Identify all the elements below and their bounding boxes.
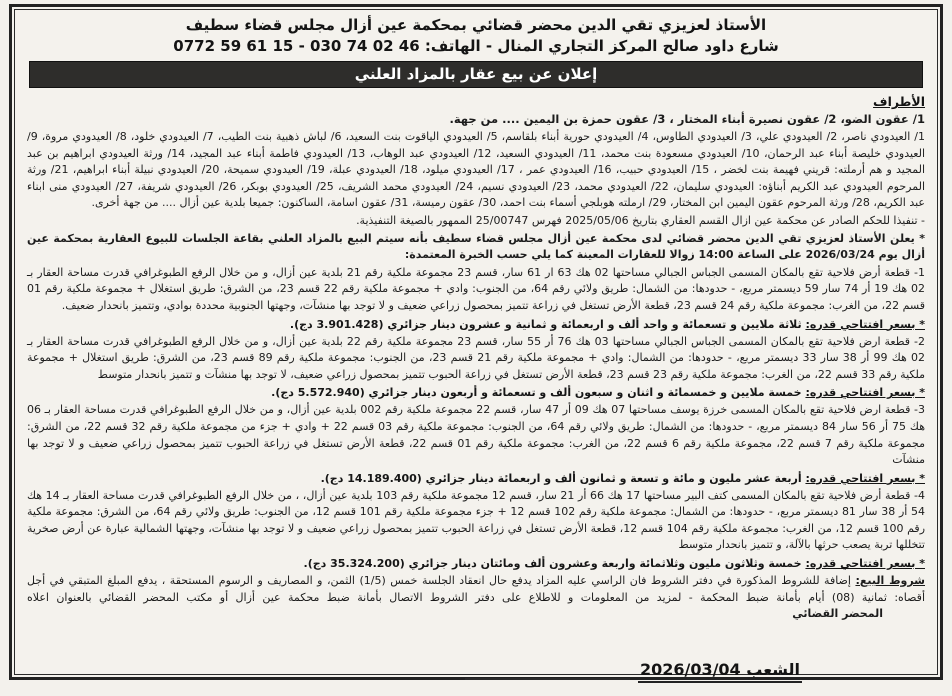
sale-terms-text: إضافة للشروط المذكورة في دفتر الشروط فان الراسي عليه المزاد يدفع حال انعقاد الجلسة خمس (1/5) الثمن، و المصاريف و الرسوم المستحقة ، يدفع المبلغ المتبقي في أجل أقصاه: ثمانية (08) أيام بأمانة ضبط المحكمة - لمزيد من المعلومات و للاطلاع على دفتر الشروط الاتصال بأمانة ضبط محكمة عين أزال أو مكتب المحضر القضائي بالعنوان اعلاه	[27, 574, 925, 604]
stamp-rule-line	[465, 678, 630, 680]
first-party-list: 1/ عقون الضو، 2/ عقون نصيرة أبناء المختار ، 3/ عقون حمزة بن اليمين .... من جهة.	[449, 112, 925, 126]
opening-price-value: خمسة وثلاثون مليون وثلاثمائة واربعة وعشرون ألف ومائتان دينار جزائري (35.324.200 دج).	[303, 557, 802, 571]
bailiff-signature: المحضر القضائي	[792, 607, 883, 621]
ad-content-area	[14, 9, 938, 675]
ad-border-frame	[9, 4, 943, 680]
opening-price-label: * بسعر افتتاحي قدره:	[805, 557, 925, 571]
newspaper-date-stamp	[465, 660, 802, 683]
sale-announcement: * يعلن الأستاذ لعزيزي تقي الدين محضر قضائي لدى محكمة عين أزال مجلس قضاء سطيف بأنه سيتم البيع بالمزاد العلني بقاعة الجلسات للبيوع العقارية بمحكمة عين أزال يوم 2026/03/24 على الساعة 14:00 زوالا للعقارات المعينة كما يلي حسب الخبرة المعتمدة:	[27, 231, 925, 262]
sale-terms-label: شروط البيع:	[855, 574, 925, 588]
opening-price-line	[27, 470, 925, 487]
opening-price-line	[27, 384, 925, 401]
auction-banner-title: إعلان عن بيع عقار بالمزاد العلني	[29, 61, 923, 88]
property-description: 3- قطعة ارض فلاحية تقع بالمكان المسمى خرزة يوسف مساحتها 07 هك 09 أر 47 سار، قسم 22 مجموعة ملكية رقم 002 بلدية عين أزال، و من خلال الرفع الطبوغرافي قدرت مساحة العقار بـ 06 هك 75 أر 56 سار 84 ديسمتر مربع، - حدودها: من الشمال: طريق ولائي رقم 64، من الجنوب: مجموعة ملكية رقم 03 قسم 22 + وادي + جزء من مجموعة ملكية رقم 32 قسم 22، من الشرق: مجموعة ملكية رقم 7 قسم 22، مجموعة ملكية رقم 6 قسم 22، من الغرب: مجموعة ملكية رقم 01 قسم 22، قطعة الأرض تستغل في زراعة الحبوب تتميز بمحصول زراعي ضعيف و لا توجد بها منشآت	[27, 403, 925, 467]
address-phone-line: شارع داود صالح المركز التجاري المنال - الهاتف: 46 02 74 030 - 15 61 59 0772	[173, 37, 779, 55]
property-lot-3	[27, 402, 925, 486]
bailiff-title-line: الأستاذ لعزيزي تقي الدين محضر قضائي بمحكمة عين أزال مجلس قضاء سطيف	[185, 16, 767, 34]
property-description: 2- قطعة ارض فلاحية تقع بالمكان المسمى الجباس الجبالي مساحتها 03 هك 76 أر 55 سار، قسم 23 مجموعة ملكية رقم 22 بلدية عين أزال، و من خلال الرفع الطبوغرافي قدرت مساحة العقار بـ 02 هك 99 أر 38 سار 33 ديسمتر مربع، - حدودها: من الشمال: وادي + مجموعة ملكية رقم 21 قسم 23، من الجنوب: مجموعة ملكية رقم 89 قسم 23، من الشرق: طريق استغلال + مجموعة ملكية رقم 33 قسم 22، من الغرب: مجموعة ملكية رقم 23 قسم 23، قطعة الأرض تستغل في زراعة الحبوب تتميز بمحصول زراعي ضعيف، لا توجد بها منشآت و تتميز بانحدار متوسط	[27, 334, 926, 381]
second-party-list: 1/ العيدودي ناصر، 2/ العيدودي علي، 3/ العيدودي الطاوس، 4/ العيدودي حورية أبناء بلقاسم، 5/ العيدودي الياقوت بنت السعيد، 6/ لباش ذهبية بنت الطيب، 7/ العيدودي خلود، 8/ العيدودي مروة، 9/ العيدودي خليصة أبناء عبد الرحمان، 10/ العيدودي مسعودة بنت محمد، 11/ العيدودي السعيد، 12/ العيدودي عبد الوهاب، 13/ العيدودي فاطمة أبناء عبد المجيد، 14/ ورثة العيدودي ابراهيم بن عبد المجيد و هم أرملته: قريني فهيمة بنت لخضر ، 15/ العيدودي حبيب، 16/ العيدودي عمر ، 17/ العيدودي ميلود، 18/ العيدودي عبلة، 19/ العيدودي سميحة، 20/ العيدودي نبيلة أبناء ابراهيم، 21/ ورثة المرحوم العيدودي عبد الكريم أبناؤه: العيدودي سليمان، 22/ العيدودي محمد، 23/ العيدودي نسيم، 24/ العيدودي محمد الشريف، 25/ العيدودي بوبكر، 26/ العيدودي شريفة، 27/ العيدودي منى ابناء عبد الكريم، 28/ ورثة المرحوم عقون اليمين ابن المختار، 29/ ارملته هوبلجي أسماء بنت احمد، 30/ عقون رميسة، 31/ عقون اسامة، الساكنون: جميعا بلدية عين أزال .... من جهة أخرى.	[27, 130, 926, 210]
property-lot-2	[27, 334, 925, 402]
opening-price-line	[27, 316, 925, 333]
property-lot-1	[27, 265, 925, 333]
newspaper-date-text: الشعب 2026/03/04	[638, 660, 802, 683]
opening-price-line	[27, 555, 925, 572]
sale-terms-paragraph	[27, 573, 925, 623]
opening-price-label: * بسعر افتتاحي قدره:	[805, 317, 925, 331]
property-lot-4	[27, 488, 925, 572]
opening-price-label: * بسعر افتتاحي قدره:	[805, 386, 925, 400]
opening-price-value: أربعة عشر مليون و مائة و تسعة و ثمانون ألف و اربعمائة دينار جزائري (14.189.400 دج).	[320, 471, 802, 485]
property-description: 4- قطعة أرض فلاحية تقع بالمكان المسمى كتف البير مساحتها 17 هك 66 أر 21 سار، قسم 12 مجموعة ملكية رقم 103 بلدية عين أزال، ، من خلال الرفع الطبوغرافي قدرت مساحة العقار بـ 14 هك 54 أر 38 سار 81 ديسمتر مربع، - حدودها: من الشمال: مجموعة ملكية رقم 102 قسم 12 + جزء مجموعة ملكية رقم 101 قسم 12، من الجنوب: طريق ولائي رقم 64، من الشرق: مجموعة ملكية رقم 100 قسم 12، من الغرب: مجموعة ملكية رقم 104 قسم 12، قطعة الأرض تستغل في زراعة الحبوب تتميز بمحصول زراعي ضعيف و لا توجد بها منشآت، وجهتها الشمالية عبارة عن أرض صخرية تتخللها تربة يصعب حرثها بالآلة، و تتميز بانحدار متوسط	[27, 488, 926, 552]
opening-price-value: خمسة ملايين و خمسمائة و اثنان و سبعون ألف و تسعمائة و أربعون دينار جزائري (5.572.940 دج).	[271, 386, 802, 400]
opening-price-value: ثلاثة ملايين و تسعمائة و واحد ألف و اربعمائة و ثمانية و عشرون دينار جزائري (3.901.428 دج).	[289, 317, 802, 331]
opening-price-label: * بسعر افتتاحي قدره:	[805, 471, 925, 485]
property-description: 1- قطعة أرض فلاحية تقع بالمكان المسمى الجباس الجبالي مساحتها 02 هك 63 ار 61 سار، قسم 23 مجموعة ملكية رقم 21 بلدية عين أزال، و من خلال الرفع الطبوغرافي قدرت مساحة العقار بـ 02 هك 19 أر 74 سار 59 ديسمتر مربع، - حدودها: من الشمال: طريق ولائي رقم 64، من الجنوب: وادي + مجموعة ملكية رقم 22 قسم 23، من الشرق: طريق استغلال + مجموعة ملكية رقم 01 قسم 22، من الغرب: مجموعة ملكية رقم 24 قسم 23، قطعة الأرض تستغل في زراعة تتميز بمحصول زراعي ضعيف و لا توجد بها منشآت، وجهتها الجنوبية محددة بوادي، وتتميز بانحدار ضعيف.	[27, 265, 925, 312]
execution-clause: - تنفيذا للحكم الصادر عن محكمة عين ازال القسم العقاري بتاريخ 2025/05/06 فهرس 25/00747 الممهور بالصيغة التنفيذية.	[356, 213, 925, 227]
parties-heading: الأطراف	[873, 94, 925, 109]
